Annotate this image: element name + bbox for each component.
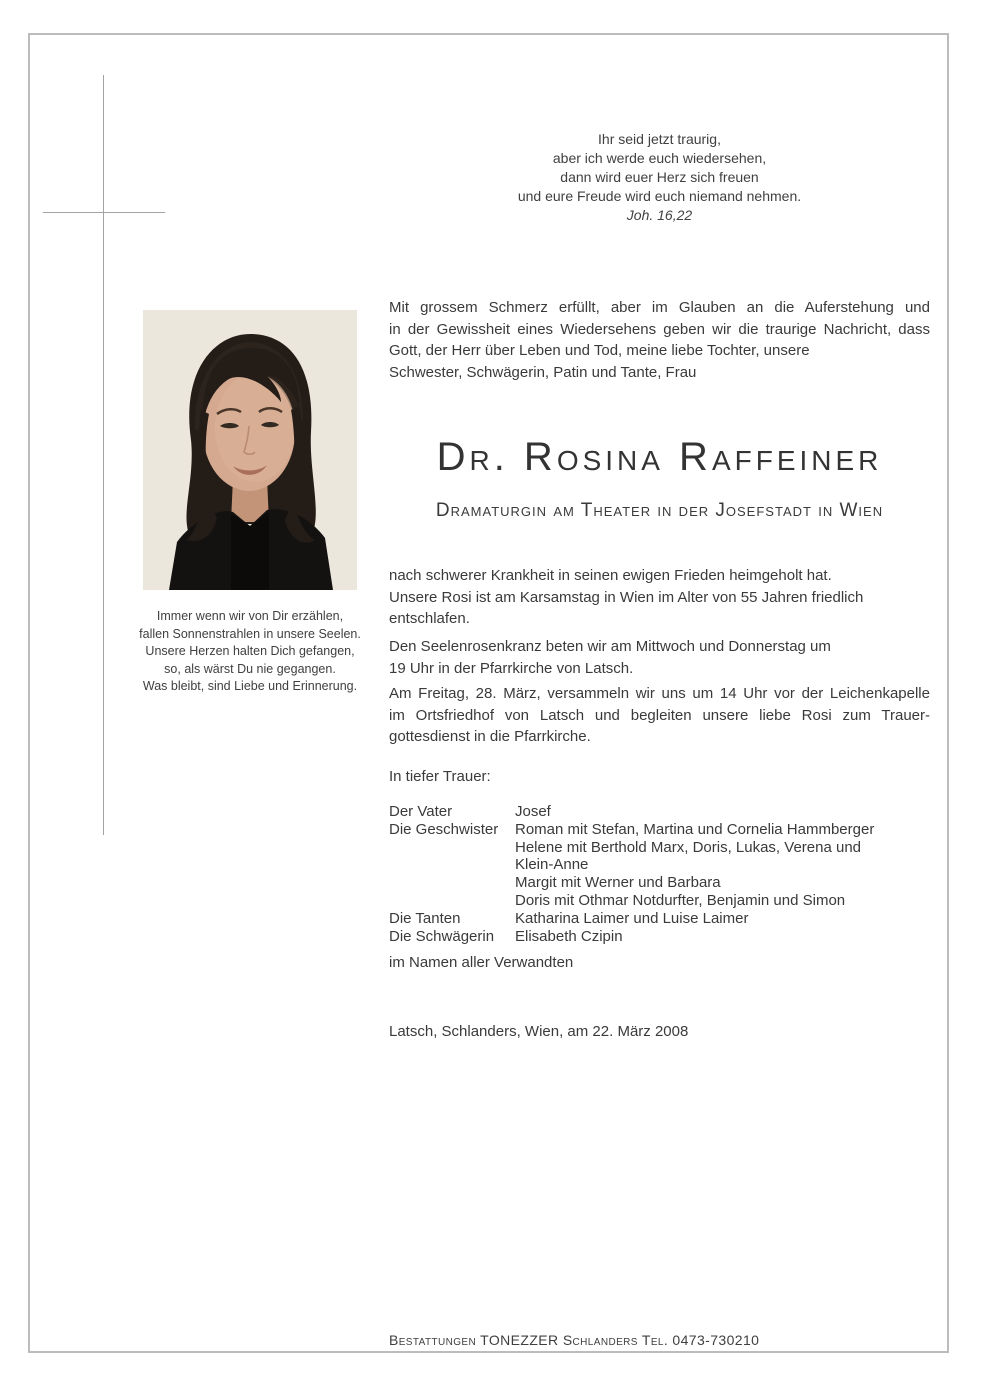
deceased-role: Dramaturgin am Theater in der Josefstadt in Wien xyxy=(435,500,884,521)
mourning-row-value: Katharina Laimer und Luise Laimer xyxy=(515,909,749,927)
quote-line: aber ich werde euch wiedersehen, xyxy=(552,150,767,166)
verse-line: Unsere Herzen halten Dich gefangen, xyxy=(145,644,355,658)
intro-line: Mit grossem Schmerz erfüllt, aber im Glauben an die Auferstehung und xyxy=(389,299,930,316)
intro-line: in der Gewissheit eines Wiedersehens geben wir die traurige Nachricht, dass xyxy=(389,320,930,338)
mourning-row xyxy=(389,928,930,946)
intro-paragraph xyxy=(389,297,930,383)
paragraph-line: gottesdienst in die Pfarrkirche. xyxy=(389,728,591,745)
memorial-verse xyxy=(100,608,400,696)
paragraph-rosary xyxy=(389,636,930,679)
paragraph-death-notice xyxy=(389,565,930,630)
paragraph-line: Am Freitag, 28. März, versammeln wir uns um 14 Uhr vor der Leichenkapelle xyxy=(389,685,930,702)
paragraph-line: Unsere Rosi ist am Karsamstag in Wien im Alter von 55 Jahren friedlich xyxy=(389,588,864,606)
paragraph-line: 19 Uhr in der Pfarrkirche von Latsch. xyxy=(389,659,634,677)
verse-line: so, als wärst Du nie gegangen. xyxy=(164,661,336,676)
paragraph-line: entschlafen. xyxy=(389,610,470,627)
intro-line: Schwester, Schwägerin, Patin und Tante, Frau xyxy=(389,363,697,381)
cross-horizontal-line xyxy=(43,212,165,213)
funeral-home-footer: Bestattungen TONEZZER Schlanders Tel. 0473-730210 xyxy=(389,1332,760,1348)
mourning-closing: im Namen aller Verwandten xyxy=(389,954,574,971)
mourning-row xyxy=(389,910,930,928)
paragraph-line: nach schwerer Krankheit in seinen ewigen Frieden heimgeholt hat. xyxy=(389,567,832,584)
place-date-line: Latsch, Schlanders, Wien, am 22. März 2008 xyxy=(389,1023,689,1040)
mourning-row-value: Helene mit Berthold Marx, Doris, Lukas, Verena und xyxy=(515,838,862,856)
mourning-heading: In tiefer Trauer: xyxy=(389,768,491,785)
mourning-row-value: Doris mit Othmar Notdurfter, Benjamin und Simon xyxy=(515,891,846,909)
quote-line: Ihr seid jetzt traurig, xyxy=(598,131,721,147)
mourning-list xyxy=(389,803,930,945)
deceased-name: Dr. Rosina Raffeiner xyxy=(436,435,883,479)
mourning-row-value: Klein-Anne xyxy=(515,856,589,874)
mourning-row-label: Der Vater xyxy=(389,803,453,820)
paragraph-funeral xyxy=(389,683,930,748)
mourning-row-label: Die Tanten xyxy=(389,909,461,927)
verse-line: Immer wenn wir von Dir erzählen, xyxy=(156,609,344,623)
cross-vertical-line xyxy=(103,75,104,835)
mourning-row-label: Die Schwägerin xyxy=(389,927,495,945)
verse-line: fallen Sonnenstrahlen in unsere Seelen. xyxy=(139,626,361,641)
quote-source: Joh. 16,22 xyxy=(626,207,693,223)
paragraph-line: Den Seelenrosenkranz beten wir am Mittwoch und Donnerstag um xyxy=(389,638,831,655)
verse-line: Was bleibt, sind Liebe und Erinnerung. xyxy=(142,679,358,693)
quote-line: dann wird euer Herz sich freuen xyxy=(560,169,759,185)
paragraph-line: im Ortsfriedhof von Latsch und begleiten unsere liebe Rosi zum Trauer- xyxy=(389,706,930,724)
mourning-row-value: Elisabeth Czipin xyxy=(515,927,623,945)
mourning-row-value: Roman mit Stefan, Martina und Cornelia Hammberger xyxy=(515,820,875,838)
mourning-row xyxy=(389,821,930,910)
bible-quote xyxy=(389,130,930,225)
mourning-row-value: Margit mit Werner und Barbara xyxy=(515,874,721,892)
portrait-photo-image xyxy=(143,310,357,590)
mourning-row-value: Josef xyxy=(515,803,551,820)
intro-line: Gott, der Herr über Leben und Tod, meine liebe Tochter, unsere xyxy=(389,342,810,359)
mourning-row-label: Die Geschwister xyxy=(389,820,499,838)
portrait-photo xyxy=(143,310,357,590)
mourning-row xyxy=(389,803,930,821)
quote-line: und eure Freude wird euch niemand nehmen. xyxy=(517,188,802,204)
